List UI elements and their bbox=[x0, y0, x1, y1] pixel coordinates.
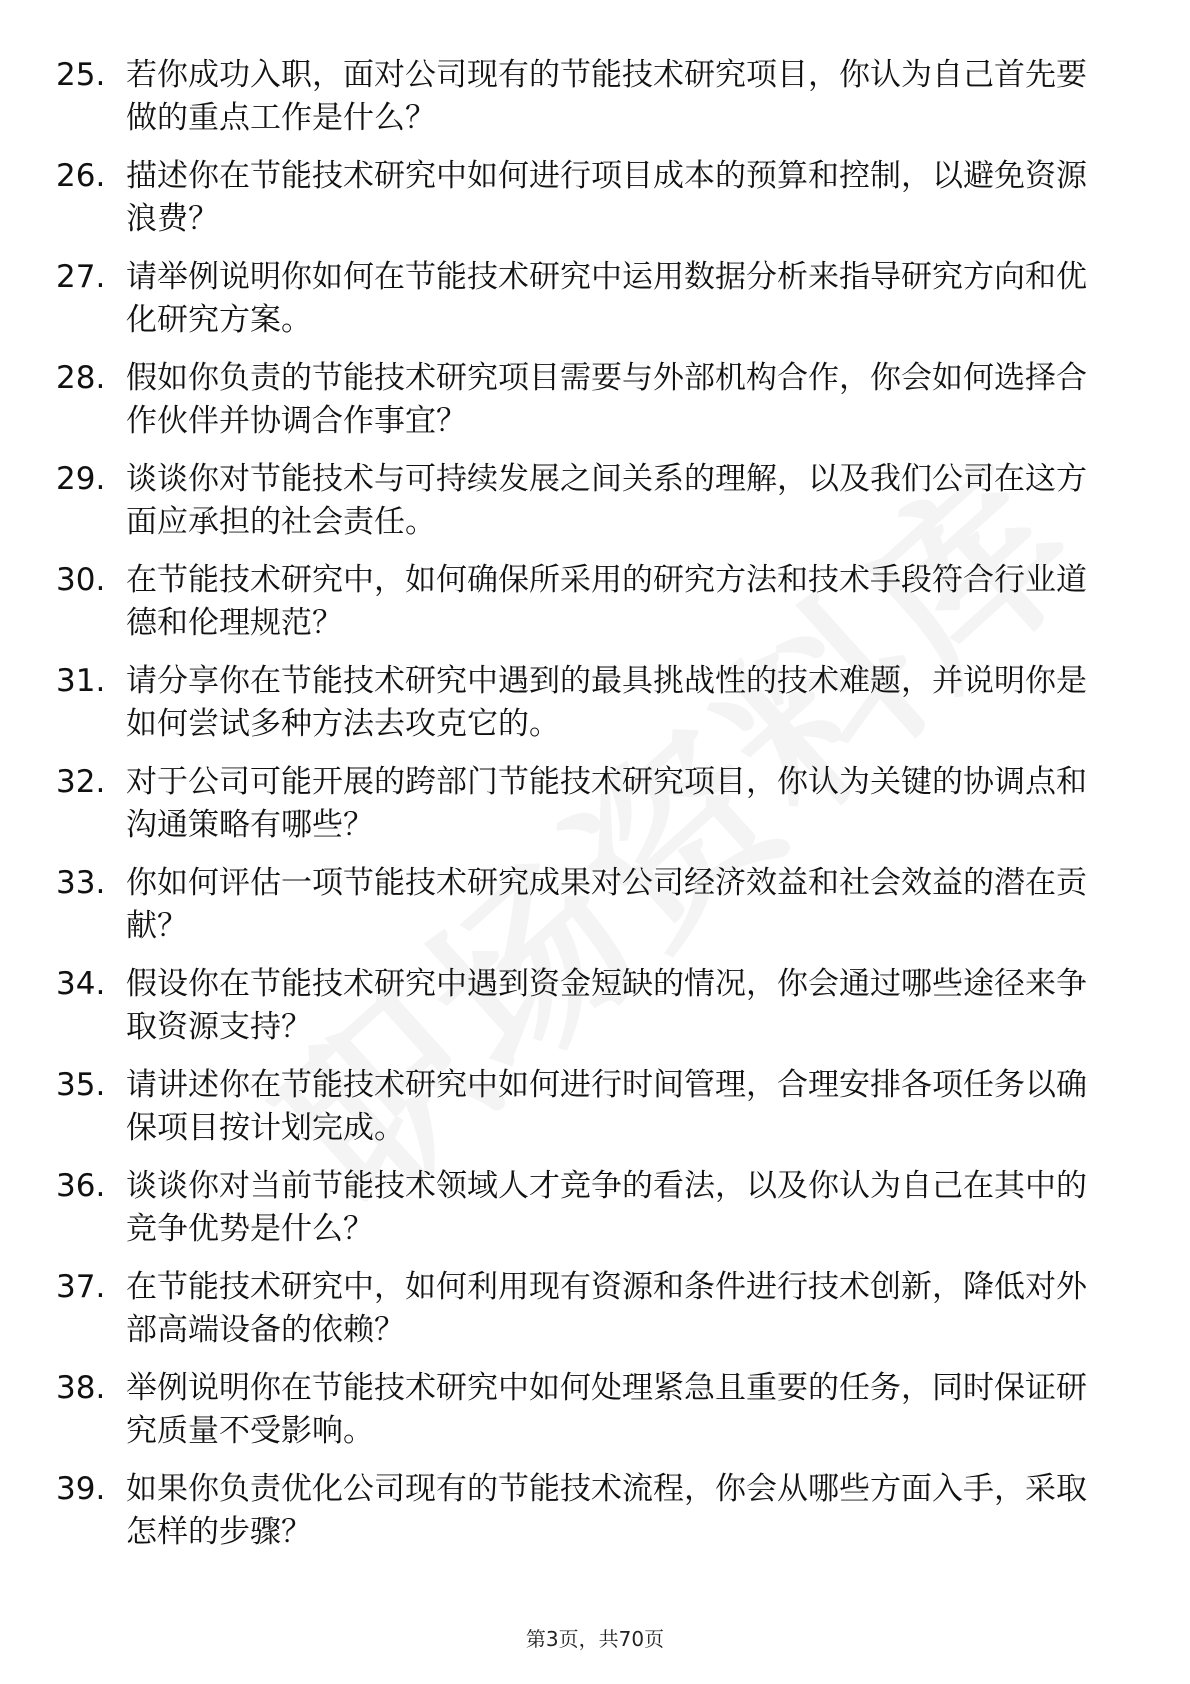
question-text: 在节能技术研究中，如何利用现有资源和条件进行技术创新，降低对外部高端设备的依赖？ bbox=[126, 1269, 1087, 1348]
question-number: 27. bbox=[56, 259, 106, 295]
page-footer: 第3页，共70页 bbox=[525, 1627, 665, 1651]
question-number: 34. bbox=[56, 966, 106, 1002]
question-item bbox=[56, 1266, 1116, 1367]
question-text: 在节能技术研究中，如何确保所采用的研究方法和技术手段符合行业道德和伦理规范？ bbox=[126, 562, 1087, 641]
question-number: 37. bbox=[56, 1269, 106, 1305]
question-item bbox=[56, 357, 1116, 458]
question-number: 31. bbox=[56, 663, 106, 699]
question-item bbox=[56, 1165, 1116, 1266]
question-item bbox=[56, 963, 1116, 1064]
question-text: 如果你负责优化公司现有的节能技术流程，你会从哪些方面入手，采取怎样的步骤？ bbox=[126, 1471, 1087, 1550]
question-text: 假设你在节能技术研究中遇到资金短缺的情况，你会通过哪些途径来争取资源支持？ bbox=[126, 966, 1087, 1045]
question-item bbox=[56, 1064, 1116, 1165]
question-item bbox=[56, 256, 1116, 357]
question-number: 28. bbox=[56, 360, 106, 396]
question-number: 26. bbox=[56, 158, 106, 194]
question-text: 假如你负责的节能技术研究项目需要与外部机构合作，你会如何选择合作伙伴并协调合作事宜？ bbox=[126, 360, 1087, 439]
question-number: 39. bbox=[56, 1471, 106, 1507]
question-number: 25. bbox=[56, 57, 106, 93]
question-item bbox=[56, 1367, 1116, 1468]
question-number: 36. bbox=[56, 1168, 106, 1204]
question-number: 38. bbox=[56, 1370, 106, 1406]
question-item bbox=[56, 559, 1116, 660]
question-text: 举例说明你在节能技术研究中如何处理紧急且重要的任务，同时保证研究质量不受影响。 bbox=[126, 1370, 1087, 1449]
question-text: 若你成功入职，面对公司现有的节能技术研究项目，你认为自己首先要做的重点工作是什么？ bbox=[126, 57, 1087, 136]
question-text: 请举例说明你如何在节能技术研究中运用数据分析来指导研究方向和优化研究方案。 bbox=[126, 259, 1087, 338]
question-number: 30. bbox=[56, 562, 106, 598]
question-text: 请分享你在节能技术研究中遇到的最具挑战性的技术难题，并说明你是如何尝试多种方法去攻克它的。 bbox=[126, 663, 1087, 742]
question-item bbox=[56, 1468, 1116, 1569]
question-text: 请讲述你在节能技术研究中如何进行时间管理，合理安排各项任务以确保项目按计划完成。 bbox=[126, 1067, 1087, 1146]
question-text: 对于公司可能开展的跨部门节能技术研究项目，你认为关键的协调点和沟通策略有哪些？ bbox=[126, 764, 1087, 843]
question-text: 谈谈你对节能技术与可持续发展之间关系的理解，以及我们公司在这方面应承担的社会责任。 bbox=[126, 461, 1087, 540]
question-number: 32. bbox=[56, 764, 106, 800]
question-number: 35. bbox=[56, 1067, 106, 1103]
question-text: 描述你在节能技术研究中如何进行项目成本的预算和控制，以避免资源浪费？ bbox=[126, 158, 1087, 237]
question-item bbox=[56, 155, 1116, 256]
question-text: 谈谈你对当前节能技术领域人才竞争的看法，以及你认为自己在其中的竞争优势是什么？ bbox=[126, 1168, 1087, 1247]
question-number: 33. bbox=[56, 865, 106, 901]
question-item bbox=[56, 660, 1116, 761]
question-number: 29. bbox=[56, 461, 106, 497]
question-item bbox=[56, 761, 1116, 862]
question-item bbox=[56, 458, 1116, 559]
question-item bbox=[56, 862, 1116, 963]
question-text: 你如何评估一项节能技术研究成果对公司经济效益和社会效益的潜在贡献？ bbox=[126, 865, 1087, 944]
question-list bbox=[56, 54, 1116, 1569]
question-item bbox=[56, 54, 1116, 155]
